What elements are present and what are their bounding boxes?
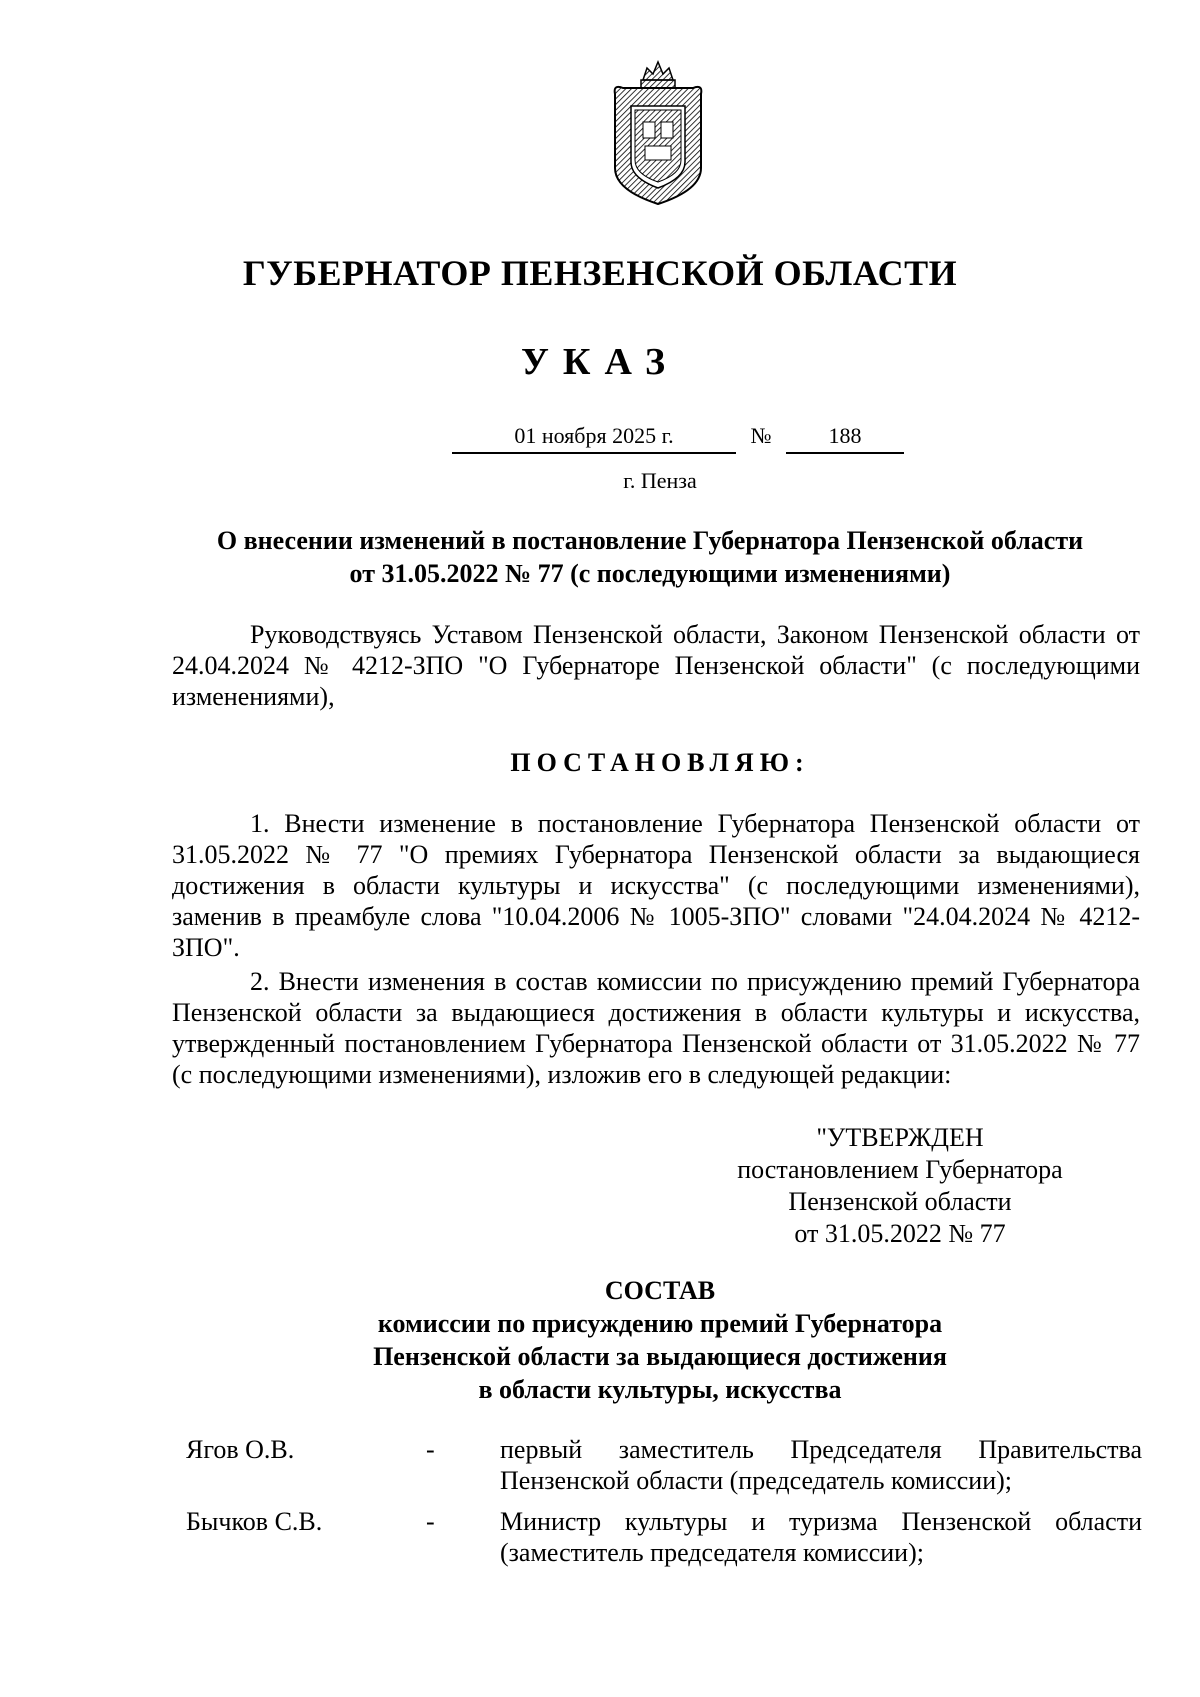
composition-heading (0, 1274, 1200, 1406)
document-city: г. Пенза (623, 468, 697, 493)
composition-title: СОСТАВ (604, 1276, 716, 1305)
item-1-paragraph: 1. Внести изменение в постановление Губернатора Пензенской области от 31.05.2022 № 77 "О премиях Губернатора Пензенской области за выдающиеся достижения в области культуры и искусства" (с последующими изменениями), заменив в преамбуле слова "10.04.2006 № 1005-ЗПО" словами "24.04.2024 № 4212-ЗПО". (172, 809, 1140, 962)
member-role: Министр культуры и туризма Пензенской области (заместитель председателя комиссии); (500, 1507, 1142, 1567)
document-date: 01 ноября 2025 г. (452, 422, 736, 454)
document-number: 188 (786, 422, 904, 454)
composition-line-2: Пензенской области за выдающиеся достижения (373, 1342, 947, 1371)
number-sign: № (750, 423, 772, 448)
member-dash: - (426, 1507, 435, 1536)
issuing-authority: ГУБЕРНАТОР ПЕНЗЕНСКОЙ ОБЛАСТИ (242, 253, 958, 293)
item-2-paragraph: 2. Внести изменения в состав комиссии по присуждению премий Губернатора Пензенской области за выдающиеся достижения в области культуры и искусства, утвержденный постановлением Губернатора Пензенской области от 31.05.2022 № 77 (с последующими изменениями), изложив его в следующей редакции: (172, 967, 1140, 1089)
approved-line-4: от 31.05.2022 № 77 (794, 1219, 1006, 1248)
document-title (170, 524, 1130, 590)
preamble-paragraph: Руководствуясь Уставом Пензенской области, Законом Пензенской области от 24.04.2024 № 4212-ЗПО "О Губернаторе Пензенской области" (с последующими изменениями), (172, 620, 1140, 711)
member-row (186, 1434, 1142, 1496)
composition-line-3: в области культуры, искусства (478, 1375, 842, 1404)
title-line-2: от 31.05.2022 № 77 (с последующими изменениями) (349, 559, 951, 588)
member-role: первый заместитель Председателя Правительства Пензенской области (председатель комиссии); (500, 1435, 1142, 1495)
document-type: УКАЗ (521, 341, 679, 383)
member-name: Бычков С.В. (186, 1507, 323, 1536)
approved-line-2: постановлением Губернатора (737, 1155, 1063, 1184)
composition-line-1: комиссии по присуждению премий Губернатора (377, 1309, 943, 1338)
coat-of-arms-emblem (605, 58, 711, 210)
member-dash: - (426, 1435, 435, 1464)
title-line-1: О внесении изменений в постановление Губернатора Пензенской области (216, 526, 1084, 555)
resolve-heading: ПОСТАНОВЛЯЮ: (510, 748, 810, 777)
approval-stamp-text (700, 1122, 1100, 1250)
member-name: Ягов О.В. (186, 1435, 295, 1464)
commission-member-list (186, 1434, 1142, 1578)
approved-line-3: Пензенской области (788, 1187, 1012, 1216)
member-row (186, 1506, 1142, 1568)
approved-line-1: "УТВЕРЖДЕН (816, 1123, 984, 1152)
